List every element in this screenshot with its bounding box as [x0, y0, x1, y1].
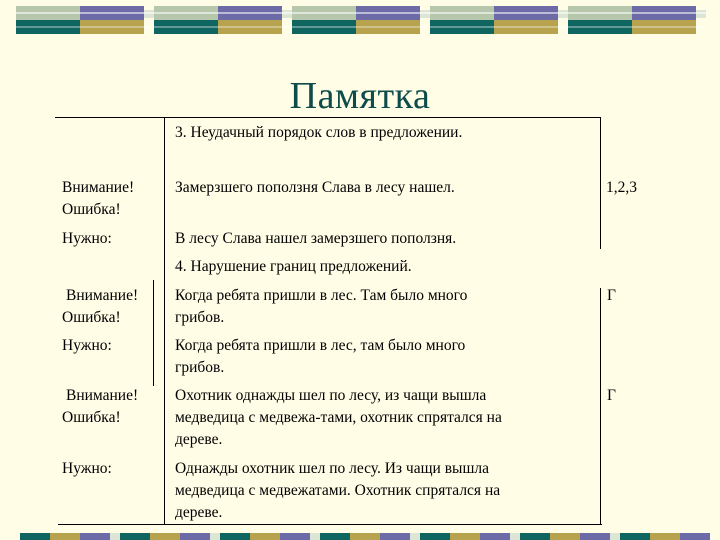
- row-text: Замерзшего поползня Слава в лесу нашел.: [175, 179, 455, 196]
- row-text: В лесу Слава нашел замерзшего поползня.: [175, 230, 457, 247]
- row-label-line: Внимание!: [66, 287, 139, 304]
- row-mark: Г: [607, 287, 616, 304]
- page-title: [0, 74, 720, 118]
- row-label: [62, 285, 138, 329]
- row-text: [175, 335, 465, 379]
- row-label: Нужно:: [62, 337, 112, 354]
- row-label-line: Ошибка!: [62, 309, 121, 326]
- row-mark: 1,2,3: [606, 179, 637, 196]
- decorative-bottom-band: [20, 533, 710, 540]
- table-right-col-border-lower: [600, 288, 601, 524]
- row-text-line: дереве.: [175, 504, 223, 521]
- row-label: Нужно:: [62, 230, 112, 247]
- row-text-line: грибов.: [175, 309, 225, 326]
- row-label: [62, 385, 138, 429]
- table-right-col-border: [600, 117, 601, 249]
- section-heading: 3. Неудачный порядок слов в предложении.: [175, 124, 463, 141]
- table-left-col-border-upper: [153, 280, 154, 386]
- table-top-border: [55, 117, 601, 118]
- section-heading: 4. Нарушение границ предложений.: [175, 258, 412, 275]
- row-text: [175, 385, 502, 451]
- row-text-line: грибов.: [175, 359, 225, 376]
- row-label: Нужно:: [62, 460, 112, 477]
- row-text: [175, 458, 500, 524]
- row-label-line: Внимание!: [66, 387, 139, 404]
- table-bottom-border: [58, 524, 602, 525]
- row-text-line: медведица с медвежа-тами, охотник спрятался на: [175, 409, 502, 426]
- decorative-top-band: [16, 6, 706, 34]
- row-text-line: дереве.: [175, 431, 223, 448]
- row-text: [175, 285, 467, 329]
- page-title-text: Памятка: [289, 75, 431, 117]
- row-label-line: Внимание!: [62, 179, 135, 196]
- row-text-line: Когда ребята пришли в лес, там было много: [175, 337, 466, 354]
- row-text-line: Когда ребята пришли в лес. Там было много: [175, 287, 468, 304]
- row-label-line: Ошибка!: [62, 201, 121, 218]
- row-text-line: Однажды охотник шел по лесу. Из чащи вышла: [175, 460, 489, 477]
- row-text-line: медведица с медвежатами. Охотник спрятался на: [175, 482, 501, 499]
- row-mark: Г: [607, 387, 616, 404]
- row-text-line: Охотник однажды шел по лесу, из чащи вышла: [175, 387, 487, 404]
- row-label-line: Ошибка!: [62, 409, 121, 426]
- table-left-col-border: [164, 117, 165, 525]
- row-label: [62, 177, 134, 221]
